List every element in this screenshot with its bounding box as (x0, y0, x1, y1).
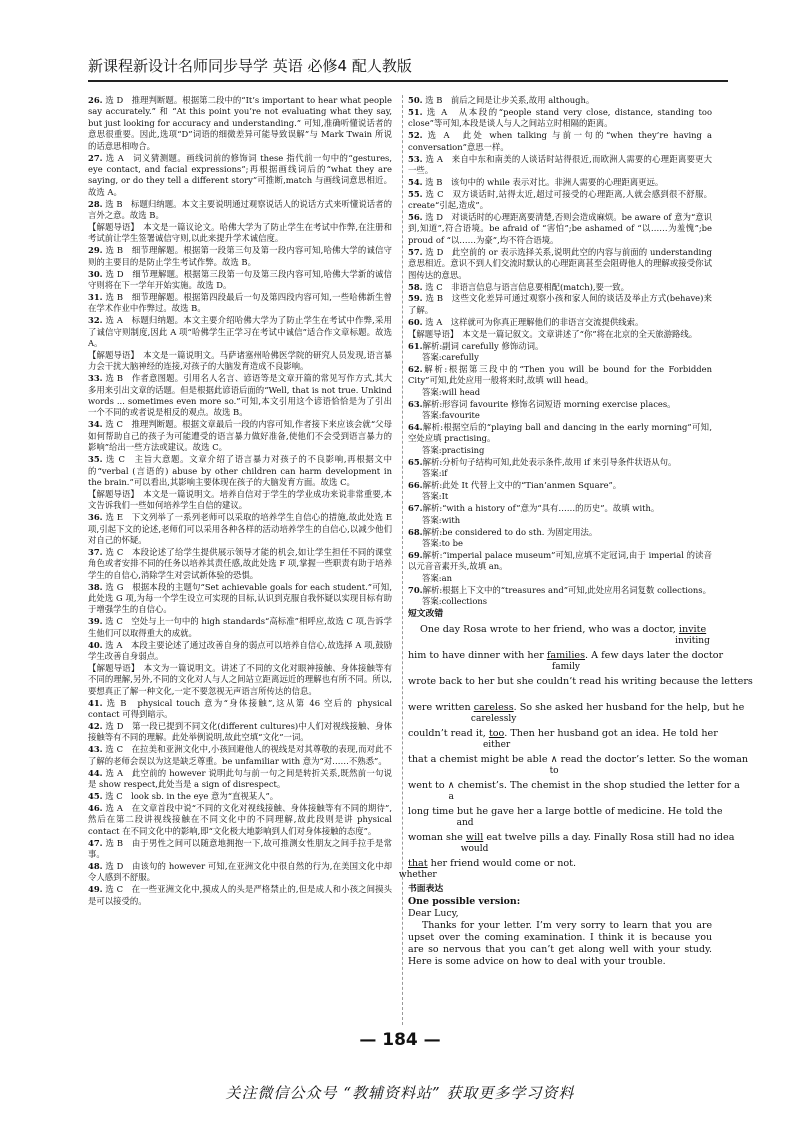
answer-number: 56. (408, 212, 423, 223)
correction-mark (398, 857, 437, 880)
answer-number: 52. (408, 130, 423, 141)
text-segment: he gave her a large bottle of medicine. He told the (473, 805, 723, 817)
correction-fix: to (549, 765, 559, 776)
text-segment: chemist’s. The chemist in the shop studied the letter for a (454, 779, 740, 791)
answer-item (408, 212, 712, 246)
grammar-item (408, 527, 712, 550)
answer-text: 【解题导语】 本文是一篇记叙文。文章讲述了“你”将在北京的全天旅游路线。 (408, 328, 698, 339)
grammar-fill-list (408, 341, 712, 608)
correction-line (408, 648, 724, 674)
answer-item (88, 512, 392, 546)
answer-number: 32. (88, 315, 103, 326)
answer-text: 选 A 标题归纳题。本文主要介绍哈佛大学为了防止学生在考试中作弊,采用了诚信守则制度,因此 A 项“哈佛学生正学习在考试中诚信”适合作文章标题。故选 A。 (88, 315, 392, 349)
grammar-item (408, 399, 712, 422)
answer-item (408, 329, 712, 340)
grammar-answer: 答案:with (422, 514, 461, 525)
answer-text: 选 C 主旨大意题。文章介绍了语言暴力对孩子的不良影响,再根据文中的“verbal (言语的) abuse by other children can harm development in the brain.”可以看出,其影响主要体现在孩子的大脑发育方面。故选 C。 (88, 454, 392, 487)
correction-mark (675, 623, 710, 646)
answer-text: 选 B physical touch 意为“身体接触”,这从第 46 空后的 physical contact 可得到暗示。 (88, 697, 392, 720)
answer-number: 49. (88, 884, 103, 895)
answer-text: 选 C 推理判断题。根据文章最后一段的内容可知,作者接下来应该会就“父母如何帮助自己的孩子为可能遭受的语言暴力做好准备,使他们不会受到语言暴力的影响”给出一些方法或建议。故选 C。 (88, 419, 392, 453)
answer-text: 选 A 来自中东和南美的人谈话时站得很近,而欧洲人需要的心理距离要更大一些。 (408, 153, 712, 175)
grammar-item (408, 457, 712, 480)
answer-item (88, 95, 392, 152)
answer-item (88, 861, 392, 884)
answer-text: 选 A 词义猜测题。画线词前的修饰词 these 指代前一句中的“gestures, eye contact, and facial expressions”;再根据画线词后的“what they are saying, or do they tell a different story”可推断,match 与画线词意思相近。故选 A。 (88, 152, 392, 197)
correction-mark (470, 701, 517, 724)
answer-text: 选 C look sb. in the eye 意为“直视某人”。 (105, 790, 279, 801)
answer-item (88, 292, 392, 315)
grammar-answer: 答案:to be (422, 537, 463, 548)
text-segment: woman she (408, 831, 466, 843)
answer-number: 28. (88, 198, 103, 209)
answer-item (88, 803, 392, 837)
grammar-item (408, 480, 712, 503)
grammar-answer: 答案:favourite (422, 409, 480, 420)
answer-item (88, 350, 392, 373)
answer-number: 51. (408, 106, 423, 117)
answer-item (88, 222, 392, 245)
answer-item (88, 721, 392, 744)
correction-fix: would (460, 843, 489, 854)
answer-text: 选 D 此空前的 or 表示选择关系,说明此空的内容与前面的 understanding 意思相近。意识不到人们交流时默认的心理距离甚至会阻碍他人的理解或接受你试图传达的意思。 (408, 246, 712, 280)
grammar-answer: 答案:collections (422, 595, 488, 606)
grammar-number: 63. (408, 398, 423, 409)
grammar-answer: 答案:will head (422, 386, 481, 397)
answer-item (88, 663, 392, 697)
answer-item (408, 177, 712, 188)
answer-text: 选 G 根据本段的主题句“Set achievable goals for each student.”可知,此处选 G 项,为每一个学生设立可实现的目标,认识到克服自我怀疑以实现目标有助于增强学生的自信心。 (88, 581, 392, 615)
grammar-analysis: 解析:分析句子结构可知,此处表示条件,故用 if 来引导条件状语从句。 (422, 456, 677, 467)
grammar-number: 65. (408, 456, 423, 467)
text-segment: wrote back to her but she couldn’t read his writing because the letters (408, 675, 753, 687)
correction-mark (482, 727, 511, 750)
text-segment: him to have dinner with her (408, 649, 547, 661)
corrected-word: careless (473, 701, 514, 713)
correction-fix: whether (398, 869, 437, 880)
answer-item (88, 419, 392, 453)
answer-item (88, 744, 392, 767)
left-column (88, 95, 392, 907)
correction-text (408, 805, 723, 828)
grammar-number: 69. (408, 549, 423, 560)
grammar-number: 67. (408, 503, 423, 514)
answer-text: 选 E 下文列举了一系列老师可以采取的培养学生自信心的措施,故此处选 E 项,引起下文的论述,老师们可以采用各种各样的活动培养学生的自信心,以减少他们对自己的怀疑。 (88, 512, 392, 545)
answer-number: 53. (408, 153, 423, 164)
answer-item (408, 130, 712, 153)
grammar-answer: 答案:practising (422, 444, 485, 455)
text-segment: . Then her husband got an idea. He told her (504, 727, 718, 739)
answer-item (88, 768, 392, 791)
grammar-item (408, 364, 712, 398)
model-essay (408, 896, 712, 968)
grammar-analysis: 解析:“imperial palace museum”可知,应填不定冠词,由于 imperial 的读音以元音音素开头,故填 an。 (408, 549, 712, 572)
answer-text: 选 B 作者意图题。引用名人名言、谚语等是文章开篇的常见写作方式,其大多用来引出文章的话题。但是根据此谚语后面的“Well, that is not true. Unkind words ... sometimes even more so.”可知,本文引用这个谚语恰恰是为了引出一个不同的或者说是相反的观点。故选 B。 (88, 373, 392, 418)
answer-item (88, 269, 392, 292)
answer-item (88, 454, 392, 488)
answer-number: 42. (88, 720, 103, 731)
answer-item (88, 373, 392, 419)
answer-item (408, 317, 712, 328)
answer-text: 选 B 细节理解题。根据第四段最后一句及第四段内容可知,一些哈佛新生曾在学术作业中作弊过。故选 B。 (88, 291, 392, 314)
text-segment: were written (408, 701, 474, 713)
correction-line (408, 830, 735, 856)
grammar-analysis: 解析:此处 It 代替上文中的“Tian’anmen Square”。 (422, 479, 622, 490)
writing-heading: 书面表达 (408, 883, 444, 894)
correction-text (398, 857, 577, 880)
grammar-item (408, 550, 712, 584)
correction-text (408, 649, 724, 672)
correction-line (408, 778, 740, 804)
answer-text: 选 C 本段论述了给学生提供展示领导才能的机会,如让学生担任不同的课堂角色或者安排不同的任务以培养其责任感,故此处选 F 项,掌握一些职责有助于培养学生的自信心,消除学生对尝试新体验的恐惧。 (88, 546, 392, 580)
answer-number: 35. (88, 454, 103, 465)
column-divider (402, 95, 403, 1025)
answer-item (88, 245, 392, 268)
answer-number: 34. (88, 419, 103, 430)
correction-text (408, 753, 749, 776)
grammar-analysis: 解析:形容词 favourite 修饰名词短语 morning exercise places。 (422, 398, 676, 409)
right-answer-list (408, 95, 712, 340)
corrected-word: but (456, 805, 474, 817)
grammar-analysis: 解析:根据空后的“playing ball and dancing in the early morning”可知,空处应填 practising。 (408, 421, 712, 444)
footer-note: 关注微信公众号 “教辅资料站” 获取更多学习资料 (225, 1084, 575, 1102)
answer-text: 选 B 标题归纳题。本文主要说明通过观察说话人的说话方式来听懂说话者的言外之意。故选 B。 (88, 198, 392, 221)
answer-number: 38. (88, 581, 103, 592)
answer-number: 58. (408, 281, 423, 292)
grammar-number: 64. (408, 421, 423, 432)
answer-item (88, 153, 392, 199)
answer-text: 选 D 对谈话时的心理距离要清楚,否则会造成麻烦。be aware of 意为“意识到,知道”,符合语境。be afraid of “害怕”;be ashamed of “以……为羞愧”;be proud of “以……为豪”,均不符合语境。 (408, 212, 712, 245)
answer-item (88, 640, 392, 663)
answer-number: 44. (88, 767, 103, 778)
grammar-analysis: 解析:根据上下文中的“treasures and”可知,此处应用名词复数 collections。 (422, 584, 711, 595)
grammar-answer: 答案:carefully (422, 351, 479, 362)
answer-item (408, 154, 712, 177)
answer-text: 选 B 细节理解题。根据第一段第三句及第一段内容可知,哈佛大学的诚信守则的主要目的是防止学生考试作弊。故选 B。 (88, 245, 392, 267)
answer-number: 50. (408, 95, 423, 105)
essay-version: One possible version: (408, 896, 521, 908)
answer-text: 选 A 此空前的 however 说明此句与前一句之间是转折关系,既然前一句说是 show respect,此处当是 a sign of disrespect。 (88, 767, 392, 789)
essay-greeting: Dear Lucy, (408, 908, 459, 920)
correction-line (408, 700, 745, 726)
answer-number: 31. (88, 291, 103, 302)
error-correction (398, 622, 753, 882)
page-number: — 184 — (359, 1030, 441, 1050)
grammar-number: 61. (408, 340, 423, 351)
correction-text (420, 623, 710, 646)
answer-number: 55. (408, 188, 423, 199)
answer-item (408, 107, 712, 130)
correction-text (408, 727, 718, 750)
answer-text: 选 C 空处与上一句中的 high standards“高标准”相呼应,故选 C 项,告诉学生他们可以取得重大的成就。 (88, 616, 392, 638)
correction-fix: carelessly (470, 713, 517, 724)
corrected-word: ∧ (447, 779, 455, 791)
text-segment: eat twelve pills a day. Finally Rosa still had no idea (483, 831, 735, 843)
answer-text: 选 B 由于男性之间可以随意地拥抱一下,故可推测女性朋友之间手拉手是常事。 (88, 837, 392, 859)
answer-text: 选 A 这样就可为你真正理解他们的非语言交流提供线索。 (425, 316, 644, 327)
correction-fix: either (482, 739, 511, 750)
answer-number: 29. (88, 245, 103, 256)
grammar-number: 66. (408, 479, 423, 490)
text-segment: went to (408, 779, 448, 791)
answer-number: 57. (408, 246, 423, 257)
answer-text: 选 A 本段主要论述了通过改善自身的弱点可以培养自信心,故选择 A 项,鼓励学生改善自身弱点。 (88, 639, 392, 661)
answer-text: 选 C 在一些亚洲文化中,摸成人的头是严格禁止的,但是成人和小孩之间摸头是可以接受的。 (88, 884, 392, 906)
answer-number: 40. (88, 639, 103, 650)
answer-text: 选 D 由该句的 however 可知,在亚洲文化中很自然的行为,在美国文化中却令人感到不舒服。 (88, 860, 392, 883)
answer-item (408, 95, 712, 106)
text-segment: . A few days later the doctor (585, 649, 724, 661)
answer-text: 选 A 此处 when talking 与前一句的“when they’re having a conversation”意思一样。 (408, 130, 712, 152)
text-segment: her friend would come or not. (427, 857, 577, 869)
grammar-number: 62. (408, 363, 423, 374)
header-title: 新课程新设计名师同步导学 英语 必修4 配人教版 (88, 57, 412, 75)
answer-number: 37. (88, 546, 103, 557)
answer-number: 46. (88, 802, 103, 813)
correction-fix: inviting (675, 635, 710, 646)
grammar-item (408, 341, 712, 364)
correction-text (408, 701, 745, 724)
correction-text (408, 676, 753, 688)
answer-item (88, 698, 392, 721)
answer-text: 选 B 前后之间是让步关系,故用 although。 (425, 95, 595, 105)
corrected-word: invite (678, 623, 707, 635)
corrected-word: will (465, 831, 484, 843)
grammar-analysis: 解析:“with a history of”意为“具有……的历史”。故填 with。 (422, 503, 660, 514)
grammar-answer: 答案:It (422, 491, 449, 502)
text-segment: read the doctor’s letter. So the woman (557, 753, 749, 765)
corrected-word: that (408, 857, 428, 869)
answer-text: 选 C 非语言信息与语言信息要相配(match),要一致。 (425, 281, 630, 292)
answer-item (408, 293, 712, 316)
answer-item (408, 282, 712, 293)
grammar-answer: 答案:an (422, 572, 452, 583)
corrected-word: too (488, 727, 505, 739)
answer-text: 选 B 这些文化差异可通过观察小孩和家人间的谈话及举止方式(behave)来了解。 (408, 293, 712, 315)
grammar-analysis: 解析:be considered to do sth. 为固定用法。 (422, 526, 598, 537)
answer-text: 选 A 从本段的“people stand very close, distance, standing too close”等可知,本段是谈人与人之间站立时相隔的距离。 (408, 106, 712, 129)
answer-number: 39. (88, 616, 103, 627)
answer-number: 30. (88, 268, 103, 279)
text-segment: One day Rosa wrote to her friend, who was a doctor, (420, 623, 679, 635)
answer-number: 36. (88, 512, 103, 523)
right-column (398, 95, 753, 968)
answer-item (88, 616, 392, 639)
correction-fix: a (448, 791, 454, 802)
correction-mark (456, 805, 474, 828)
answer-number: 48. (88, 860, 103, 871)
answer-number: 26. (88, 95, 103, 105)
answer-text: 选 D 第一段已提到不同文化(different cultures)中人们对视线接触、身体接触等有不同的理解。此处举例说明,故此空填“文化”一词。 (88, 720, 392, 743)
correction-line (408, 726, 718, 752)
answer-item (88, 199, 392, 222)
corrected-word: ∧ (550, 753, 558, 765)
grammar-item (408, 422, 712, 456)
answer-text: 选 B 该句中的 while 表示对比。非洲人需要的心理距离更远。 (425, 176, 664, 187)
text-segment: couldn’t read it, (408, 727, 489, 739)
grammar-analysis: 解析:副词 carefully 修饰动词。 (422, 340, 544, 351)
answer-item (88, 547, 392, 581)
answer-number: 54. (408, 176, 423, 187)
correction-text (408, 779, 740, 802)
answer-number: 41. (88, 697, 103, 708)
answer-number: 60. (408, 316, 423, 327)
correction-heading: 短文改错 (408, 609, 444, 620)
page-header (88, 54, 728, 82)
answer-text: 选 A 在文章首段中说“不同的文化对视线接触、身体接触等有不同的期待”,然后在第二段讲视线接触在不同文化中的不同理解,故此段则是讲 physical contact 在不同文化中的影响,即“文化极大地影响到人们对身体接触的态度”。 (88, 802, 392, 836)
answer-item (88, 791, 392, 802)
correction-mark (460, 831, 489, 854)
grammar-number: 68. (408, 526, 423, 537)
answer-text: 选 C 在拉美和亚洲文化中,小孩回避他人的视线是对其尊敬的表现,而对此不了解的老师会误以为这是缺乏尊重。be unfamiliar with 意为“对……不熟悉”。 (88, 744, 392, 766)
correction-line (408, 804, 723, 830)
text-segment: that a chemist might be able (408, 753, 551, 765)
answer-number: 47. (88, 837, 103, 848)
correction-fix: family (551, 661, 580, 672)
correction-fix: and (456, 817, 474, 828)
answer-number: 43. (88, 744, 103, 755)
answer-text: 【解题导语】 本文是一篇说明文。培养自信对于学生的学业成功来说非常重要,本文告诉我们一些如何培养学生自信的建议。 (88, 488, 392, 511)
grammar-analysis: 解析:根据第三段中的“Then you will be bound for the Forbidden City”可知,此处应用一般将来时,故填 will head。 (408, 363, 712, 386)
answer-text: 选 D 推理判断题。根据第二段中的“It’s important to hear what people say accurately.” 和 “At this point you’re not evaluating what they say, but just looking for accuracy and understanding.” 可知,准确听懂说话者的意思很重要。因此,选项“D”词语的细微差异可能导致误解”与 Mark Twain 所说的话意思相吻合。 (88, 95, 393, 151)
answer-item (408, 189, 712, 212)
answer-item (88, 838, 392, 861)
correction-mark (447, 779, 455, 802)
answer-text: 选 C 双方谈话时,站得太近,超过可接受的心理距离,人就会感到很不舒服。create“引起,造成”。 (408, 188, 712, 211)
correction-line (408, 674, 753, 700)
grammar-item (408, 503, 712, 526)
answer-item (88, 582, 392, 616)
grammar-number: 70. (408, 584, 423, 595)
correction-text (408, 831, 735, 854)
text-segment: long time (408, 805, 457, 817)
grammar-item (408, 585, 712, 608)
answer-text: 【解题导语】 本文是一篇说明文。马萨诸塞州哈佛医学院的研究人员发现,语言暴力会干扰大脑神经的连接,对孩子的大脑发育造成不良影响。 (88, 349, 392, 372)
answer-item (88, 315, 392, 349)
answer-number: 59. (408, 293, 423, 304)
answer-item (408, 247, 712, 281)
answer-item (88, 884, 392, 907)
answer-text: 【解题导语】 本文是一篇议论文。哈佛大学为了防止学生在考试中作弊,在注册和考试前让学生签署诚信守则,以此来提升学术诚信度。 (88, 221, 392, 244)
text-segment: . So she asked her husband for the help, but he (513, 701, 745, 713)
answer-number: 27. (88, 152, 103, 163)
correction-mark (546, 649, 586, 672)
answer-number: 45. (88, 790, 103, 801)
answer-item (88, 489, 392, 512)
correction-line (398, 856, 712, 882)
grammar-answer: 答案:if (422, 468, 448, 478)
correction-mark (549, 753, 559, 776)
essay-body: Thanks for your letter. I’m very sorry to learn that you are upset over the coming examination. I think it is because you are so nervous that you can’t get along well with your study. Here is some advice on how to deal with your trouble. (408, 920, 712, 968)
correction-line (408, 622, 712, 648)
answer-text: 【解题导语】 本文为一篇说明文。讲述了不同的文化对眼神接触、身体接触等有不同的理解,另外,不同的文化对人与人之间站立距离远近的理解也有所不同。所以,要想真正了解一种文化,一定不要忽视无声语言所传达的信息。 (88, 662, 392, 696)
answer-number: 33. (88, 373, 103, 384)
corrected-word: families (546, 649, 586, 661)
correction-line (408, 752, 749, 778)
answer-text: 选 D 细节理解题。根据第三段第一句及第三段内容可知,哈佛大学新的诚信守则将在下一学年开始实施。故选 D。 (88, 268, 392, 290)
